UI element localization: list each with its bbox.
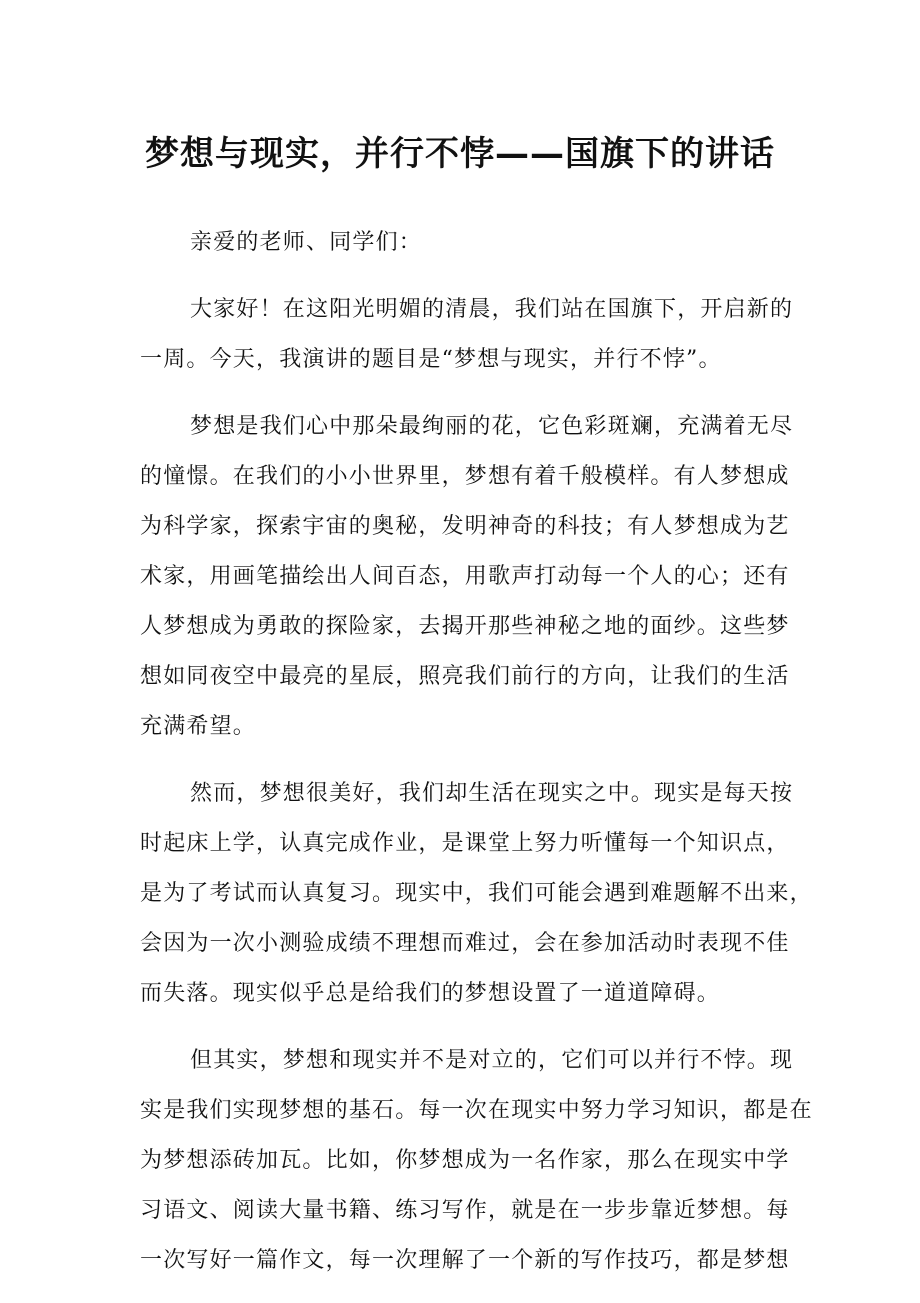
- document-title: 梦想与现实，并行不悖——国旗下的讲话: [145, 134, 775, 174]
- text-line: 一次写好一篇作文，每一次理解了一个新的写作技巧，都是梦想: [140, 1248, 790, 1273]
- paragraph: [140, 402, 800, 752]
- text-line: 梦想是我们心中那朵最绚丽的花，它色彩斑斓，充满着无尽: [190, 414, 794, 439]
- text-line: 然而，梦想很美好，我们却生活在现实之中。现实是每天按: [190, 781, 794, 806]
- text-line: 人梦想成为勇敢的探险家，去揭开那些神秘之地的面纱。这些梦: [140, 614, 790, 639]
- text-line: 想如同夜空中最亮的星辰，照亮我们前行的方向，让我们的生活: [140, 664, 790, 689]
- text-line: 但其实，梦想和现实并不是对立的，它们可以并行不悖。现: [190, 1048, 794, 1073]
- text-line: 为科学家，探索宇宙的奥秘，发明神奇的科技；有人梦想成为艺: [140, 514, 790, 539]
- text-line: 的憧憬。在我们的小小世界里，梦想有着千般模样。有人梦想成: [140, 464, 790, 489]
- text-line: 时起床上学，认真完成作业，是课堂上努力听懂每一个知识点，: [140, 831, 790, 856]
- text-line: 充满希望。: [140, 714, 257, 739]
- paragraph: [140, 769, 813, 1019]
- text-line: 大家好！在这阳光明媚的清晨，我们站在国旗下，开启新的: [190, 297, 794, 322]
- text-line: 是为了考试而认真复习。现实中，我们可能会遇到难题解不出来，: [140, 881, 813, 906]
- text-line: 会因为一次小测验成绩不理想而难过，会在参加活动时表现不佳: [140, 931, 790, 956]
- document-body: [140, 218, 813, 1303]
- text-line: 而失落。现实似乎总是给我们的梦想设置了一道道障碍。: [140, 981, 721, 1006]
- paragraph: [140, 285, 800, 385]
- paragraph: [140, 1036, 813, 1286]
- text-line: 为梦想添砖加瓦。比如，你梦想成为一名作家，那么在现实中学: [140, 1148, 790, 1173]
- text-line: 习语文、阅读大量书籍、练习写作，就是在一步步靠近梦想。每: [140, 1198, 790, 1223]
- text-line: 一周。今天，我演讲的题目是“梦想与现实，并行不悖”。: [140, 347, 722, 372]
- text-line: 术家，用画笔描绘出人间百态，用歌声打动每一个人的心；还有: [140, 564, 790, 589]
- text-line: 实是我们实现梦想的基石。每一次在现实中努力学习知识，都是在: [140, 1098, 813, 1123]
- paragraph: [140, 218, 800, 268]
- text-line: 亲爱的老师、同学们：: [190, 230, 423, 255]
